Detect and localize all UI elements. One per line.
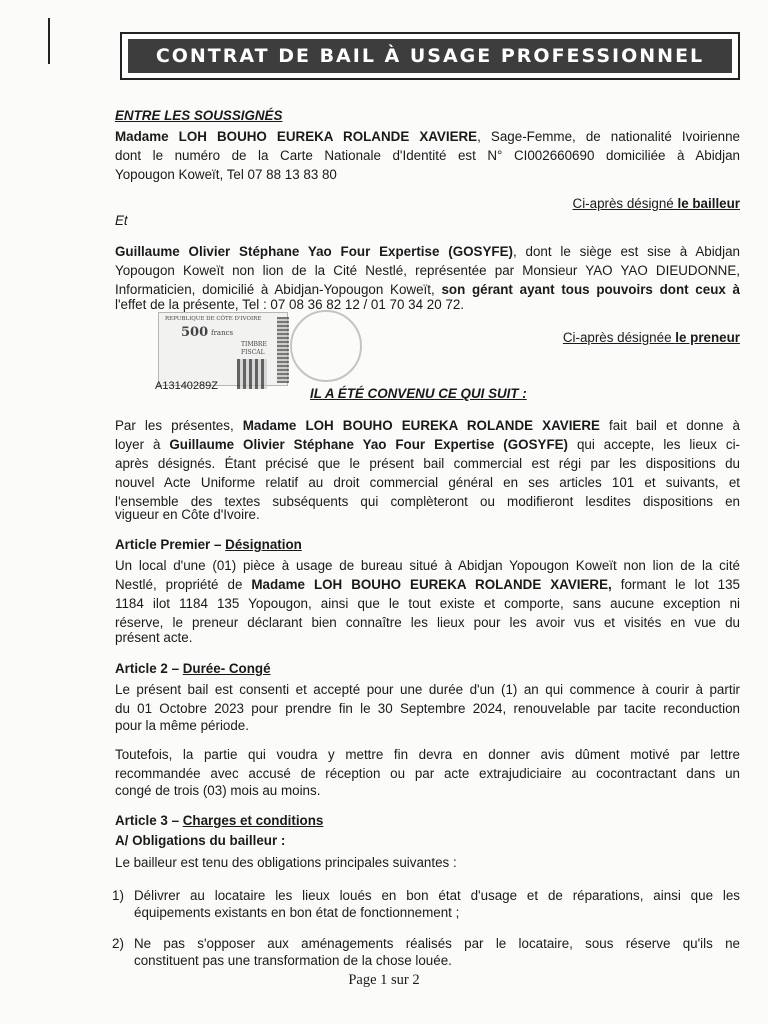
stamp-id: A13140289Z: [155, 380, 218, 392]
article-3-subheading: A/ Obligations du bailleur :: [115, 833, 286, 848]
item-2-line-1: Ne pas s'opposer aux aménagements réalisés par le locataire, sous réserve qu'ils ne: [134, 936, 740, 951]
item-1-line-1: Délivrer au locataire les lieux loués en bon état d'usage et de réparations, ainsi que les: [134, 888, 740, 903]
stamp-security-strip: [277, 317, 289, 383]
intro-line-6: vigueur en Côte d'Ivoire.: [115, 507, 260, 522]
et-label: Et: [115, 213, 128, 228]
margin-mark: [48, 18, 50, 64]
article-2-p1-line-2: du 01 Octobre 2023 pour prendre fin le 30 Septembre 2024, renouvelable par tacite reconduction: [115, 701, 740, 716]
article-1-line-4: réserve, le preneur déclarant bien connaître les lieux pour les avoir vus et visités en vue du: [115, 615, 740, 630]
article-2-p2-line-3: congé de trois (03) mois au moins.: [115, 783, 321, 798]
stamp-paper: [158, 312, 288, 386]
article-1-line-5: présent acte.: [115, 630, 193, 645]
bailleur-line-2: dont le numéro de la Carte Nationale d'Identité est N° CI002660690 domiciliée à Abidjan: [115, 148, 740, 163]
article-1-line-3: 1184 ilot 1184 135 Yopougon, ainsi que le tout existe et comporte, sans aucune exception ni: [115, 596, 740, 611]
article-1-line-1: Un local d'une (01) pièce à usage de bureau situé à Abidjan Yopougon Koweït non lion de la cité: [115, 558, 740, 573]
stamp-qr-code: [237, 359, 267, 389]
preneur-line-4: l'effet de la présente, Tel : 07 08 36 82 12 / 01 70 34 20 72.: [115, 297, 464, 312]
article-2-p2-line-2: recommandée avec accusé de réception ou par acte extrajudiciaire au cocontractant dans un: [115, 766, 740, 781]
preneur-line-3: Informaticien, domicilié à Abidjan-Yopougon Koweït, son gérant ayant tous pouvoirs dont ceux à: [115, 282, 741, 297]
intro-line-4: nouvel Acte Uniforme relatif au droit commercial général en ses articles 101 et suivants, et: [115, 475, 740, 490]
article-3-heading: Article 3 – Charges et conditions: [115, 813, 324, 828]
convenu-heading: IL A ÉTÉ CONVENU CE QUI SUIT :: [310, 386, 527, 401]
preneur-line-2: Yopougon Koweït non lion de la Cité Nestlé, représentée par Monsieur YAO YAO DIEUDONNE,: [115, 263, 740, 278]
bailleur-line-1: Madame LOH BOUHO EUREKA ROLANDE XAVIERE, Sage-Femme, de nationalité Ivoirienne: [115, 129, 740, 144]
stamp-label-1: TIMBRE: [241, 341, 267, 348]
intro-line-3: après désignés. Étant précisé que le présent bail commercial est régi par les dispositions du: [115, 456, 740, 471]
article-2-p2-line-1: Toutefois, la partie qui voudra y mettre fin devra en donner avis dûment motivé par lettre: [115, 747, 740, 762]
bailleur-designation: Ci-après désigné le bailleur: [572, 196, 740, 211]
intro-line-5: l'ensemble des textes subséquents qui complèteront ou modifieront lesdites dispositions en: [115, 494, 740, 509]
intro-line-1: Par les présentes, Madame LOH BOUHO EUREKA ROLANDE XAVIERE fait bail et donne à: [115, 418, 740, 433]
article-2-heading: Article 2 – Durée- Congé: [115, 661, 271, 676]
stamp-currency: francs: [211, 329, 234, 337]
item-1-number: 1): [112, 888, 124, 903]
document-title: CONTRAT DE BAIL À USAGE PROFESSIONNEL: [128, 39, 732, 73]
stamp-label-2: FISCAL: [241, 349, 265, 356]
stamp-amount: 500: [181, 325, 209, 340]
intro-line-2: loyer à Guillaume Olivier Stéphane Yao Four Expertise (GOSYFE) qui accepte, les lieux ci-: [115, 437, 740, 452]
item-2-number: 2): [112, 936, 124, 951]
preneur-designation: Ci-après désignée le preneur: [562, 330, 740, 345]
stamp-header: REPUBLIQUE DE CÔTE D'IVOIRE: [165, 316, 262, 322]
article-1-heading: Article Premier – Désignation: [115, 537, 302, 552]
preneur-line-1: Guillaume Olivier Stéphane Yao Four Expertise (GOSYFE), dont le siège est sise à Abidjan: [115, 244, 740, 259]
item-1-line-2: équipements existants en bon état de fonctionnement ;: [134, 905, 460, 920]
article-3-intro: Le bailleur est tenu des obligations principales suivantes :: [115, 855, 457, 870]
page-number: Page 1 sur 2: [348, 972, 420, 988]
article-1-line-2: Nestlé, propriété de Madame LOH BOUHO EUREKA ROLANDE XAVIERE, formant le lot 135: [115, 577, 740, 592]
parties-heading: ENTRE LES SOUSSIGNÉS: [115, 108, 283, 123]
article-2-p1-line-3: pour la même période.: [115, 718, 249, 733]
bailleur-line-3: Yopougon Koweït, Tel 07 88 13 83 80: [115, 167, 337, 182]
title-box: [120, 32, 740, 80]
article-2-p1-line-1: Le présent bail est consenti et accepté pour une durée d'un (1) an qui commence à courir à partir: [115, 682, 740, 697]
item-2-line-2: constituent pas une transformation de la chose louée.: [134, 953, 452, 968]
